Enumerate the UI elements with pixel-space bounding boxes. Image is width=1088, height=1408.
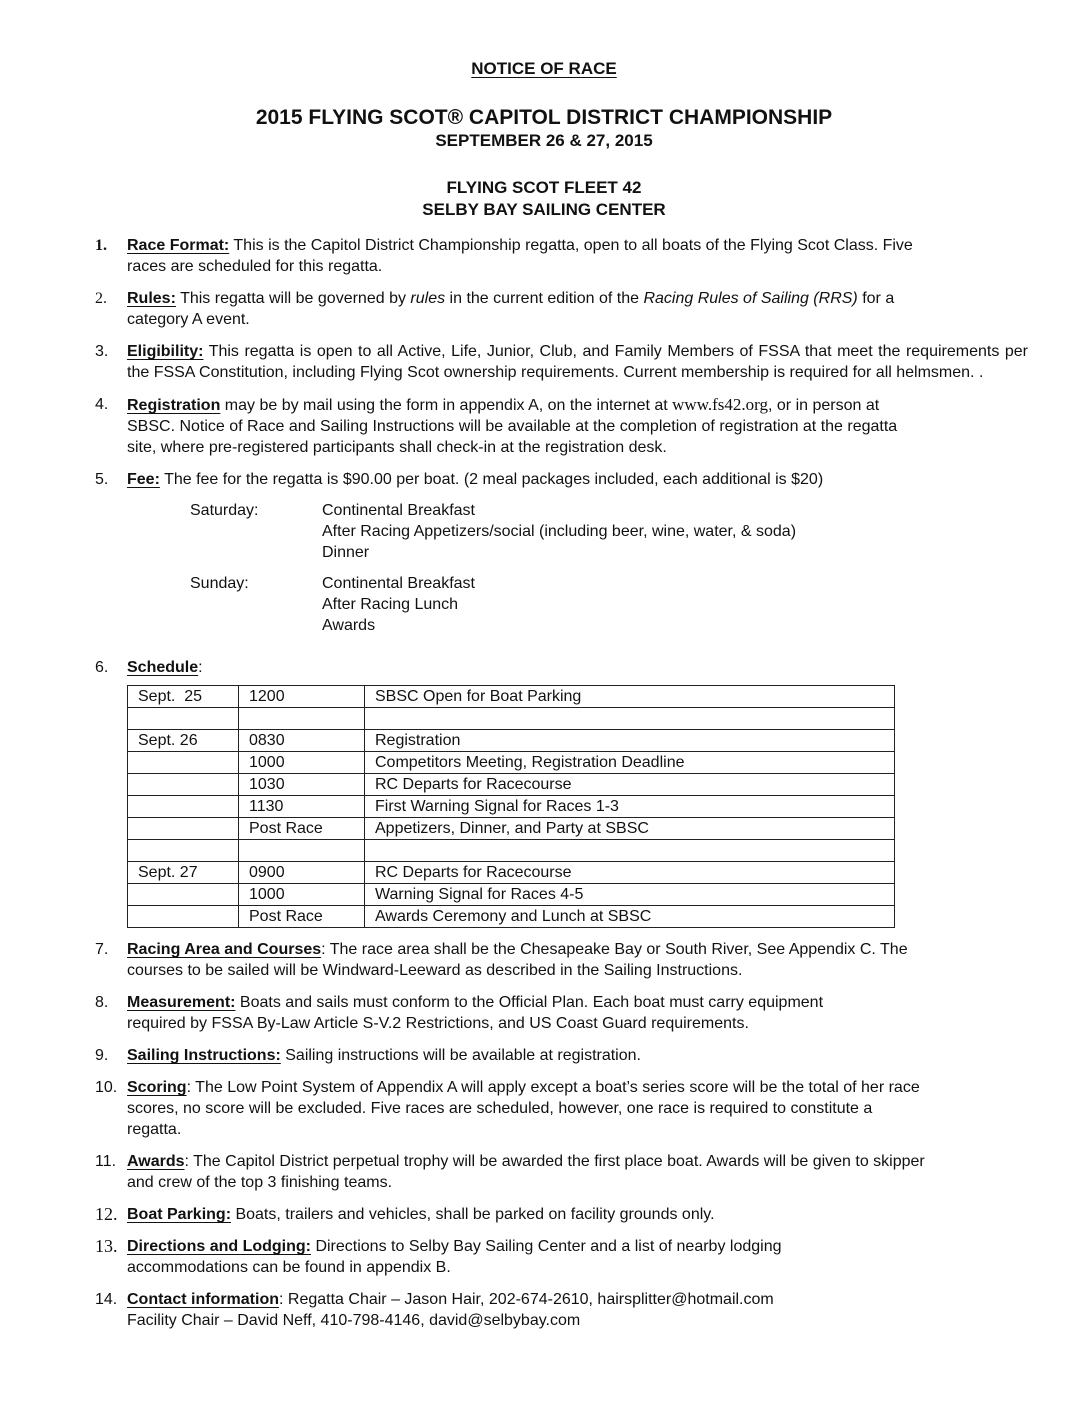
schedule-event-cell: RC Departs for Racecourse <box>365 862 895 884</box>
schedule-time-cell: 1130 <box>239 796 365 818</box>
meal-lines <box>322 500 796 563</box>
item-text-line: Directions to Selby Bay Sailing Center and a list of nearby lodging <box>311 1238 782 1255</box>
schedule-event-cell: First Warning Signal for Races 1-3 <box>365 796 895 818</box>
meal-day-sunday <box>190 573 1028 636</box>
meal-schedule <box>190 500 1028 636</box>
meal-line: Dinner <box>322 544 370 561</box>
schedule-event-cell: Competitors Meeting, Registration Deadline <box>365 752 895 774</box>
item-label: Fee: <box>127 471 160 488</box>
italic-term: rules <box>410 290 446 307</box>
item-body <box>127 288 1028 330</box>
event-title: 2015 FLYING SCOT® CAPITOL DISTRICT CHAMPIONSHIP <box>255 106 833 129</box>
meal-line: Continental Breakfast <box>322 502 475 519</box>
item-label-colon: : <box>184 1153 189 1170</box>
item-label: Race Format: <box>127 237 230 254</box>
item-sailing-instructions <box>95 1045 1028 1066</box>
item-text-run: may be by mail using the form in appendix A, on the internet at <box>220 397 673 414</box>
item-label: Eligibility: <box>127 343 204 360</box>
document-header <box>0 58 1088 221</box>
item-text-line: and crew of the top 3 finishing teams. <box>127 1174 393 1191</box>
item-label: Awards <box>127 1153 185 1170</box>
item-registration <box>95 394 1028 458</box>
venue-name: SELBY BAY SAILING CENTER <box>422 200 666 219</box>
schedule-date-cell <box>128 774 239 796</box>
meal-line: Continental Breakfast <box>322 575 475 592</box>
item-label: Registration <box>127 397 221 414</box>
item-number: 5. <box>95 471 109 488</box>
item-measurement <box>95 992 1028 1034</box>
schedule-time-cell: 1030 <box>239 774 365 796</box>
item-text-run: This regatta is open to all Active, Life, Junior, Club, and Family Members of FSSA that meet the requirements per the FSSA Constitution, including Flying Scot ownership requirements. Current membership is required for all helmsmen. . <box>127 343 1028 381</box>
item-body <box>127 341 1028 383</box>
item-number: 2. <box>95 290 107 307</box>
item-number: 12. <box>95 1204 118 1224</box>
item-contact-information <box>95 1289 1028 1331</box>
schedule-time-cell: 1000 <box>239 884 365 906</box>
item-label: Racing Area and Courses <box>127 941 322 958</box>
fleet-name: FLYING SCOT FLEET 42 <box>446 178 642 197</box>
item-body <box>127 1204 1028 1225</box>
item-body <box>127 1151 1028 1193</box>
item-number: 3. <box>95 343 109 360</box>
item-directions-lodging <box>95 1236 1028 1278</box>
item-rules <box>95 288 1028 330</box>
item-label-colon: : <box>198 659 203 676</box>
item-fee <box>95 469 1028 646</box>
item-number: 8. <box>95 994 109 1011</box>
item-label-colon: : <box>186 1079 192 1096</box>
schedule-date-cell <box>128 884 239 906</box>
meal-line: After Racing Lunch <box>322 596 459 613</box>
item-number: 9. <box>95 1047 109 1064</box>
item-label: Schedule <box>127 659 199 676</box>
item-eligibility <box>95 341 1028 383</box>
item-text-line: races are scheduled for this regatta. <box>127 258 383 275</box>
item-text-line: Regatta Chair – Jason Hair, 202-674-2610, hairsplitter@hotmail.com <box>283 1291 774 1308</box>
meal-day-label: Saturday: <box>190 502 259 519</box>
item-body <box>127 394 1028 458</box>
item-text-line: category A event. <box>127 311 250 328</box>
schedule-time-cell: Post Race <box>239 906 365 928</box>
item-text-line: required by FSSA By-Law Article S-V.2 Restrictions, and US Coast Guard requirements. <box>127 1015 749 1032</box>
schedule-row <box>128 686 895 708</box>
schedule-time-cell: 0830 <box>239 730 365 752</box>
item-label: Boat Parking: <box>127 1206 232 1223</box>
meal-day-saturday <box>190 500 1028 563</box>
item-number: 11. <box>95 1153 117 1170</box>
item-body <box>127 1236 1028 1278</box>
schedule-event-cell <box>365 840 895 862</box>
item-body <box>127 939 1028 981</box>
item-schedule <box>95 657 1028 928</box>
item-label: Scoring <box>127 1079 187 1096</box>
item-text-line: regatta. <box>127 1121 182 1138</box>
schedule-time-cell <box>239 708 365 730</box>
schedule-table <box>127 685 895 928</box>
item-text-line: The Low Point System of Appendix A will apply except a boat’s series score will be the total of her race <box>191 1079 920 1096</box>
meal-day-label: Sunday: <box>190 575 249 592</box>
schedule-date-cell <box>128 752 239 774</box>
italic-term: Racing Rules of Sailing (RRS) <box>643 290 858 307</box>
item-body <box>127 1289 1028 1331</box>
item-number: 10. <box>95 1079 118 1096</box>
item-label-colon: : <box>321 941 326 958</box>
item-number: 1. <box>95 237 107 254</box>
item-text-line: courses to be sailed will be Windward-Leeward as described in the Sailing Instructions. <box>127 962 743 979</box>
item-text-line: site, where pre-registered participants shall check-in at the registration desk. <box>127 439 667 456</box>
schedule-date-cell <box>128 708 239 730</box>
item-body <box>127 1045 1028 1066</box>
schedule-event-cell: SBSC Open for Boat Parking <box>365 686 895 708</box>
schedule-row <box>128 708 895 730</box>
schedule-date-cell <box>128 818 239 840</box>
item-number: 7. <box>95 941 109 958</box>
website-text: www.fs42.org <box>672 395 769 414</box>
schedule-date-cell: Sept. 25 <box>128 686 239 708</box>
item-boat-parking <box>95 1204 1028 1225</box>
schedule-row <box>128 752 895 774</box>
item-text-line: Boats and sails must conform to the Official Plan. Each boat must carry equipment <box>235 994 824 1011</box>
item-text-line: This is the Capitol District Championship regatta, open to all boats of the Flying Scot Class. Five <box>229 237 913 254</box>
item-text-line: Facility Chair – David Neff, 410-798-4146, david@selbybay.com <box>127 1312 581 1329</box>
event-dates: SEPTEMBER 26 & 27, 2015 <box>435 131 653 150</box>
item-awards <box>95 1151 1028 1193</box>
schedule-row <box>128 906 895 928</box>
item-number: 14. <box>95 1291 118 1308</box>
item-text-line: SBSC. Notice of Race and Sailing Instructions will be available at the completion of registration at the regatta <box>127 418 898 435</box>
item-number: 4. <box>95 396 109 413</box>
doc-heading: NOTICE OF RACE <box>471 59 617 78</box>
item-text-line: scores, no score will be excluded. Five races are scheduled, however, one race is required to constitute a <box>127 1100 873 1117</box>
schedule-row <box>128 774 895 796</box>
schedule-row <box>128 884 895 906</box>
item-label: Sailing Instructions: <box>127 1047 281 1064</box>
schedule-event-cell: Warning Signal for Races 4-5 <box>365 884 895 906</box>
schedule-row <box>128 840 895 862</box>
schedule-date-cell: Sept. 26 <box>128 730 239 752</box>
schedule-row <box>128 862 895 884</box>
schedule-event-cell: Appetizers, Dinner, and Party at SBSC <box>365 818 895 840</box>
item-number: 13. <box>95 1236 118 1256</box>
schedule-row <box>128 730 895 752</box>
schedule-time-cell: 0900 <box>239 862 365 884</box>
item-body <box>127 235 1028 277</box>
item-text-line: Sailing instructions will be available at registration. <box>280 1047 641 1064</box>
meal-line: Awards <box>322 617 376 634</box>
item-number: 6. <box>95 659 109 676</box>
meal-lines <box>322 573 475 636</box>
item-text-run: , or in person at <box>768 397 880 414</box>
schedule-event-cell <box>365 708 895 730</box>
schedule-row <box>128 796 895 818</box>
schedule-time-cell <box>239 840 365 862</box>
item-race-format <box>95 235 1028 277</box>
item-label: Rules: <box>127 290 176 307</box>
schedule-date-cell <box>128 796 239 818</box>
item-scoring <box>95 1077 1028 1140</box>
item-text-line: The race area shall be the Chesapeake Bay or South River, See Appendix C. The <box>325 941 908 958</box>
item-label: Contact information <box>127 1291 279 1308</box>
item-text-run: for a <box>857 290 895 307</box>
schedule-row <box>128 818 895 840</box>
item-text-line: Boats, trailers and vehicles, shall be parked on facility grounds only. <box>231 1206 715 1223</box>
meal-line: After Racing Appetizers/social (including beer, wine, water, & soda) <box>322 523 797 540</box>
item-body <box>127 1077 1028 1140</box>
item-racing-area <box>95 939 1028 981</box>
schedule-date-cell: Sept. 27 <box>128 862 239 884</box>
schedule-date-cell <box>128 906 239 928</box>
item-label: Directions and Lodging: <box>127 1238 311 1255</box>
schedule-event-cell: Awards Ceremony and Lunch at SBSC <box>365 906 895 928</box>
item-label: Measurement: <box>127 994 236 1011</box>
schedule-event-cell: RC Departs for Racecourse <box>365 774 895 796</box>
item-text-line: accommodations can be found in appendix B. <box>127 1259 451 1276</box>
item-label-colon: : <box>279 1291 284 1308</box>
schedule-event-cell: Registration <box>365 730 895 752</box>
schedule-time-cell: 1000 <box>239 752 365 774</box>
schedule-date-cell <box>128 840 239 862</box>
schedule-time-cell: Post Race <box>239 818 365 840</box>
item-text-line: The Capitol District perpetual trophy will be awarded the first place boat. Awards will be given to skipper <box>188 1153 925 1170</box>
schedule-time-cell: 1200 <box>239 686 365 708</box>
item-text-run: in the current edition of the <box>445 290 644 307</box>
item-body <box>127 992 1028 1034</box>
item-body <box>127 469 1028 646</box>
item-text-run: This regatta will be governed by <box>175 290 411 307</box>
item-body <box>127 657 1028 928</box>
item-text-run: The fee for the regatta is $90.00 per boat. (2 meal packages included, each additional is $20) <box>159 471 824 488</box>
